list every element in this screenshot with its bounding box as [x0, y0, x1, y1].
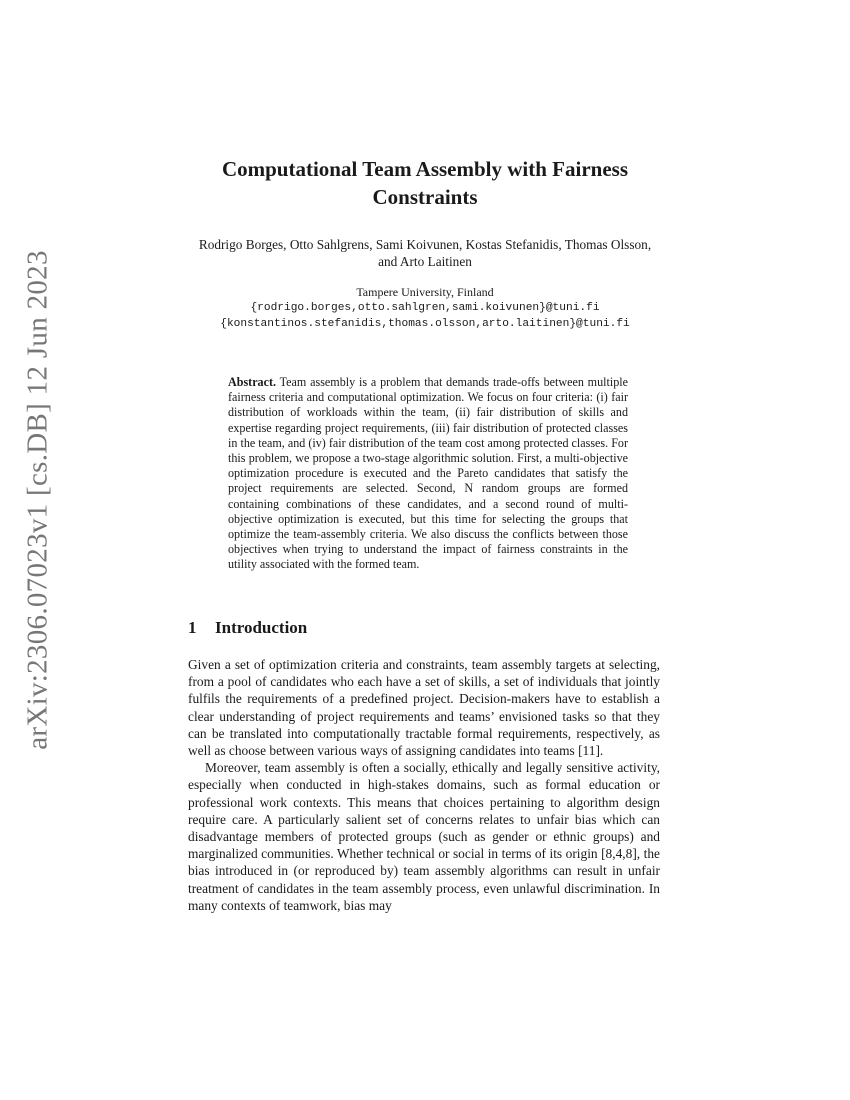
section-title: Introduction — [215, 618, 308, 637]
section-number: 1 — [188, 618, 197, 637]
arxiv-identifier-text: arXiv:2306.07023v1 [cs.DB] 12 Jun 2023 — [21, 250, 54, 750]
email-line-2: {konstantinos.stefanidis,thomas.olsson,arto.laitinen}@tuni.fi — [220, 318, 630, 330]
author-list: Rodrigo Borges, Otto Sahlgrens, Sami Koivunen, Kostas Stefanidis, Thomas Olsson, and Arto Laitinen — [198, 237, 652, 269]
paragraph: Moreover, team assembly is often a socially, ethically and legally sensitive activity, especially when conducted in high-stakes domains, such as formal education or professional work contexts. This means that choices pertaining to algorithm design require care. A particularly salient set of concerns relates to unfair bias which can disadvantage members of protected groups (such as gender or ethnic groups) and marginalized communities. Whether technical or social in terms of its origin [8,4,8], the bias introduced in (or reproduced by) team assembly algorithms can result in unfair treatment of candidates in the team assembly process, even unlawful discrimination. In many contexts of teamwork, bias may — [188, 760, 660, 913]
abstract-text: Team assembly is a problem that demands trade-offs between multiple fairness criteria and computational optimization. We focus on four criteria: (i) fair distribution of workloads within the team, (ii) fair distribution of skills and expertise regarding project requirements, (iii) fair distribution of protected classes in the team, and (iv) fair distribution of the team cost among protected classes. For this problem, we propose a two-stage algorithmic solution. First, a multi-objective optimization procedure is executed and the Pareto candidates that satisfy the project requirements are selected. Second, N random groups are formed containing combinations of these candidates, and a second round of multi-objective optimization is executed, but this time for selecting the groups that optimize the team-assembly criteria. We also discuss the conflicts between those objectives when trying to understand the impact of fairness constraints in the utility associated with the formed team. — [228, 375, 628, 572]
section-heading — [188, 618, 307, 638]
affiliation-block — [190, 284, 660, 332]
abstract-label: Abstract. — [228, 375, 277, 389]
email-line-1: {rodrigo.borges,otto.sahlgren,sami.koivunen}@tuni.fi — [250, 302, 600, 314]
institution: Tampere University, Finland — [356, 285, 494, 299]
abstract — [228, 375, 628, 573]
paragraph: Given a set of optimization criteria and constraints, team assembly targets at selecting, from a pool of candidates who each have a set of skills, a set of individuals that jointly fulfils the requirements of a predefined project. Decision-makers have to establish a clear understanding of project requirements and teams’ envisioned tasks so that they can be translated into computationally tractable formal requirements, respectively, as well as choose between various ways of assigning candidates into teams [11]. — [188, 657, 660, 759]
section-body — [188, 656, 660, 914]
arxiv-sidebar-identifier — [16, 250, 60, 750]
paper-title: Computational Team Assembly with Fairness Constraints — [221, 157, 629, 209]
